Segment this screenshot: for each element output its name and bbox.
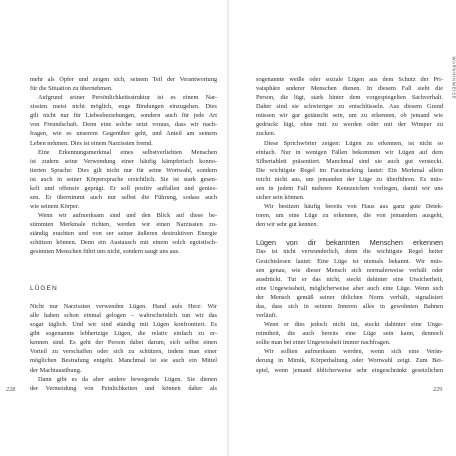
text-line: sogenannte weiße oder soziale Lügen aus dem Schutz der Pri- bbox=[256, 76, 443, 83]
text-line: der Vermeidung von Peinlichkeiten und können daher als bbox=[30, 384, 217, 392]
text-line: spiel, wenn jemand üblicherweise sehr eingeschränkt gesetzlichen bbox=[256, 366, 443, 374]
right-paragraphs-top bbox=[256, 75, 443, 229]
text-line: Die wichtigste Regel im Facetracking lautet: Ein Merkmal allein bbox=[256, 166, 443, 174]
text-line: ständig erachten und von ser seiner äußeren destruktiven Energie bbox=[30, 230, 217, 238]
text-line: Das ist nicht verwunderlich, denn die wichtigste Regel heiter bbox=[256, 248, 443, 256]
text-line: verläuft. bbox=[256, 312, 278, 320]
text-line: von Freundschaft. Denn eine solche setzt voraus, dass wir nach- bbox=[30, 121, 217, 129]
text-line: Dann gibt es da aber andere bewegende Lügen. Sie dienen bbox=[38, 375, 217, 383]
left-paragraphs-bottom bbox=[30, 302, 217, 393]
text-line: gibt sogenannte lebhertzige Lügen, die relativ einfach zu er- bbox=[30, 330, 217, 338]
subsection-heading: Lügen von dir bekannten Menschen erkennen bbox=[256, 238, 443, 248]
text-line: reimtheit, die auch bereits eine Lüge sein kann, dennoch bbox=[256, 330, 443, 338]
text-line: Eine Erkennungsmerkmal eines selbstverliebten Menschen bbox=[38, 148, 217, 156]
page-number-left: 228 bbox=[6, 386, 16, 393]
text-line: vatsphäre anderer Menschen dienen. In diesem Fall sieht die bbox=[256, 85, 443, 93]
text-line: sen. Er übernimmt auch nur selbst die Führung, sodass auch bbox=[30, 194, 217, 202]
chapter-side-tab-label: WARNHINWEISE bbox=[451, 56, 456, 100]
text-line: Person, die lügt, stark hinter dem vorgespiegelten Sachverhalt. bbox=[256, 94, 443, 102]
text-line: gesinnten Menschen führt uns nicht, sondern saugt uns aus. bbox=[30, 248, 180, 256]
text-line: reicht nicht aus, um jemanden der Lüge zu überführen. Es müs- bbox=[256, 175, 443, 183]
text-line: den wir sehr gut kennen. bbox=[256, 221, 319, 229]
text-line: für die Situation zu übernehmen. bbox=[30, 85, 113, 93]
text-line: zissten meist nicht möglich, enge Bindungen einzugehen. Dies bbox=[30, 103, 217, 111]
text-line: Wenn er dies jedoch nicht tut, steckt dahinter eine Unge- bbox=[264, 321, 443, 329]
text-line: Wenn wir aufmerksam sind und den Blick auf diese be- bbox=[38, 212, 217, 220]
text-line: müssen wir gar getäuscht sein, um zu erkennen, ob jemand wie bbox=[256, 112, 443, 120]
text-line: der Machtausübung. bbox=[30, 366, 82, 374]
text-line: eine Ungewissheit, möglicherweise aber auch eine Lüge. Wenn sich bbox=[256, 284, 443, 292]
text-line: toren, um eine Lüge zu erkennen, die von jemandem ausgeht, bbox=[256, 212, 443, 220]
text-line: derung in Mimik, Körperhaltung oder Wortwahl zeigt. Zum Bei- bbox=[256, 357, 443, 365]
text-line: sen genau, wie dieser Mensch sich normalerweise verhält oder bbox=[256, 266, 443, 274]
text-line: das, dass sich in seinem Inneren alles in gewohnten Bahnen bbox=[256, 302, 443, 310]
right-page-text bbox=[256, 75, 443, 375]
chapter-side-tab bbox=[452, 58, 456, 118]
section-heading-lugen: LÜGEN bbox=[30, 284, 58, 292]
text-line: ausdrückt. Tut er das nicht, steckt dahinter eine Unsicherheit, bbox=[256, 275, 443, 283]
text-line: Wir sollten aufmerksam werden, wenn sich eine Verän- bbox=[264, 348, 443, 356]
text-line: zucken. bbox=[256, 130, 276, 138]
right-paragraphs-bottom bbox=[256, 247, 443, 374]
text-line: Nicht nur Narzissten verwenden Lügen. Hand aufs Herz: Wir bbox=[30, 302, 217, 310]
text-line: möglichen Bestrafung entgeht. Manchmal ist sie auch ein Mittel bbox=[30, 357, 217, 365]
text-line: Diese Sprichwörter zeigen: Lügen zu erkennen, ist nicht so bbox=[264, 139, 443, 147]
text-line: gedruckt lügt, ohne mit zu werden oder mit der Wimper zu bbox=[256, 121, 443, 129]
text-line: alle haben schon einmal gelogen – wahrscheinlich tun wir das bbox=[30, 312, 217, 320]
text-line: tierten Sprache: Dies gilt nicht nur für seine Wortwahl, sondern bbox=[30, 166, 217, 174]
text-line: Vorteil zu verschaffen oder sich zu schützen, indem man einer bbox=[30, 348, 217, 356]
text-line: wie seinem Körper. bbox=[30, 203, 80, 211]
text-line: fragen, wie es unserem Gegenüber geht, und Anteil am seinem bbox=[30, 130, 217, 138]
text-line: ist auch in seiner Körpersprache ersichtlich. Sie ist stark gesen- bbox=[30, 175, 217, 183]
left-paragraphs-top bbox=[30, 75, 217, 257]
text-line: schützen können. Denn ein Austausch mit einem solch egoistisch- bbox=[30, 239, 217, 247]
text-line: kelt und offensiv geprägt. Er soll positiv auffallen und genies- bbox=[30, 184, 217, 192]
text-line: stimmten Merkmale richten, werden wir einen Narzissten zu- bbox=[30, 221, 217, 229]
text-line: kennen sind. Es geht der Person dabei darum, sich selbst einen bbox=[30, 339, 217, 347]
text-line: Daher sind sie schwieriger zu entschlüsseln. Aus diesem Grund bbox=[256, 103, 443, 111]
text-line: Leben nehmen. Dies ist einem Narzissten fremd. bbox=[30, 139, 153, 147]
right-page bbox=[228, 0, 456, 456]
text-line: gilt nicht nur für Liebesbeziehungen, sondern auch für jede Art bbox=[30, 112, 217, 120]
text-line: sicher sein können. bbox=[256, 194, 305, 202]
text-line: ist zudem seine Verwendung einer häufig kämpferisch konno- bbox=[30, 157, 217, 165]
text-line: sollte man bei einer Ungewissheit immer nachfragen. bbox=[256, 339, 391, 347]
left-page-text bbox=[30, 75, 217, 393]
text-line: sogar täglich. Und wir sind ständig mit Lügen konfrontiert. Es bbox=[30, 321, 217, 329]
text-line: mehr als Opfer und zeigen sich, seinem Teil der Verantwortung bbox=[30, 76, 217, 83]
text-line: Wir besitzen häufig bereits von Haus aus ganz gute Detek- bbox=[264, 203, 443, 211]
page-number-right: 229 bbox=[433, 386, 443, 393]
text-line: Aufgrund seiner Persönlichkeitsstruktur ist es einem Nar- bbox=[38, 94, 217, 102]
text-line: Silbertablett präsentiert. Manchmal sind sie auch gut versteckt. bbox=[256, 157, 443, 165]
text-line: der Mensch gemäß seiner üblichen Norm verhält, signalisiert bbox=[256, 293, 443, 301]
text-line: einfach. Nur in wenigen Fällen bekommen wir Lügen auf dem bbox=[256, 148, 443, 156]
text-line: sen in jedem Fall mehrere Kennzeichen vorliegen, damit wir uns bbox=[256, 184, 443, 192]
text-line: Gesichtslesen lautet: Eine Lüge ist niemals bekannt. Wir müs- bbox=[256, 257, 443, 265]
